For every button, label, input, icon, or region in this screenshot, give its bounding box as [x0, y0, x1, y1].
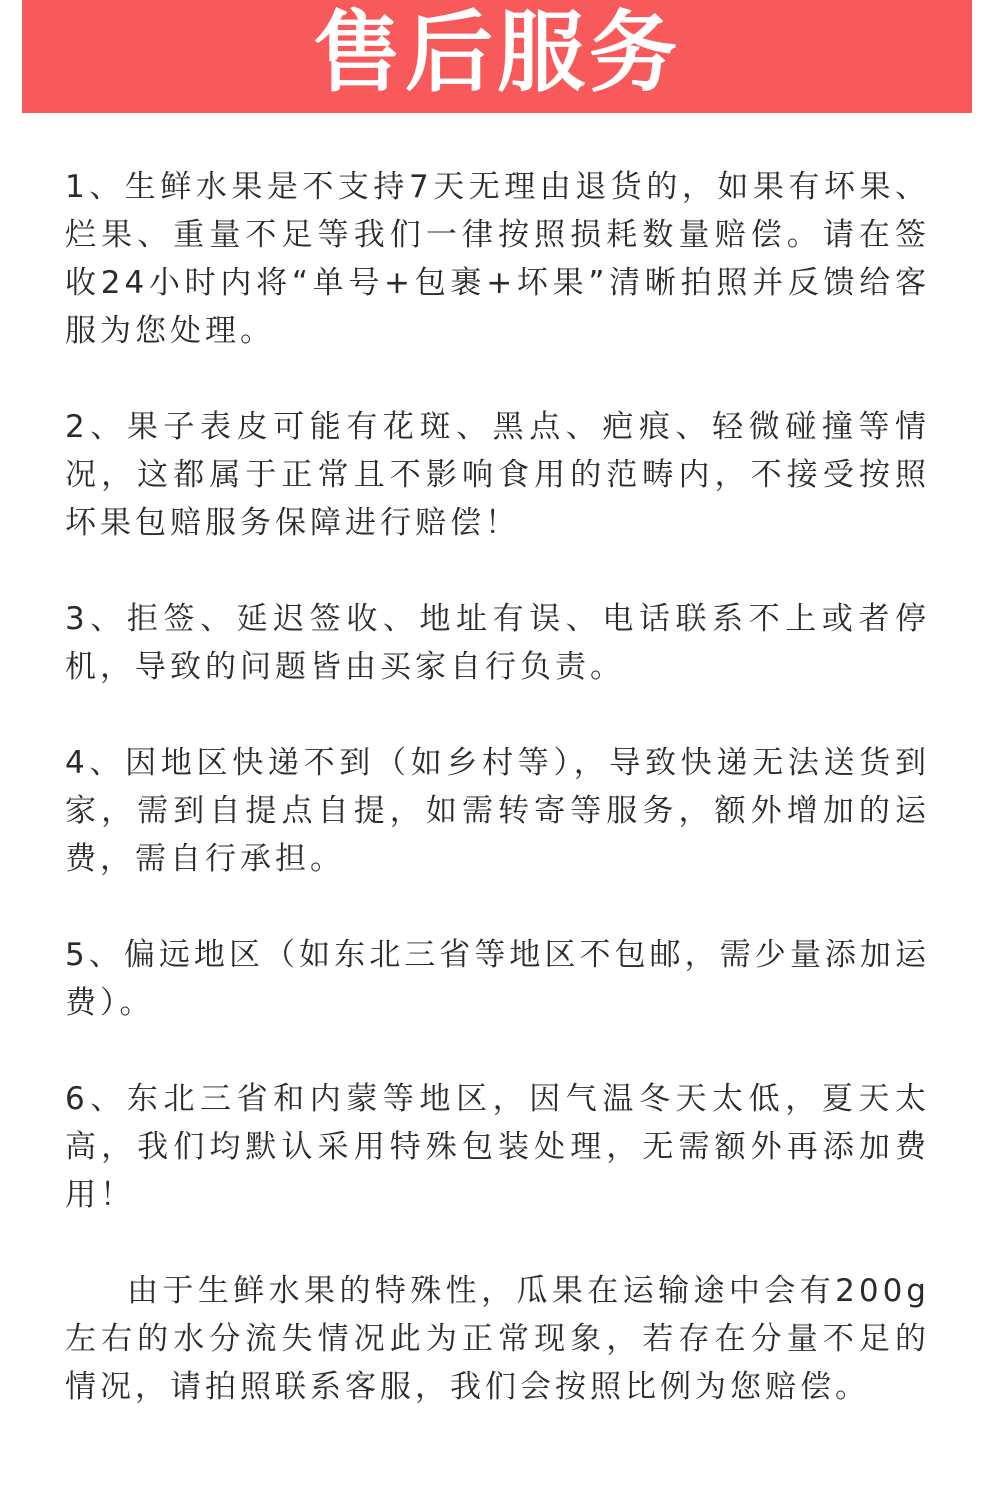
- policy-item-3: 3、拒签、延迟签收、地址有误、电话联系不上或者停机，导致的问题皆由买家自行负责。: [65, 601, 930, 685]
- policy-item-1: 1、生鲜水果是不支持7天无理由退货的，如果有坏果、烂果、重量不足等我们一律按照损耗数量赔偿。请在签收24小时内将“单号+包裹+坏果”清晰拍照并反馈给客服为您处理。: [65, 169, 930, 349]
- policy-content: [65, 163, 930, 1411]
- page-title: 售后服务: [312, 0, 681, 104]
- policy-item-4: 4、因地区快递不到（如乡村等），导致快递无法送货到家，需到自提点自提，如需转寄等服务，额外增加的运费，需自行承担。: [65, 745, 930, 877]
- policy-item-6: 6、东北三省和内蒙等地区，因气温冬天太低，夏天太高，我们均默认采用特殊包装处理，无需额外再添加费用！: [65, 1081, 930, 1213]
- policy-item-2: 2、果子表皮可能有花斑、黑点、疤痕、轻微碰撞等情况，这都属于正常且不影响食用的范畴内，不接受按照坏果包赔服务保障进行赔偿！: [65, 409, 930, 541]
- policy-note: 由于生鲜水果的特殊性，瓜果在运输途中会有200g左右的水分流失情况此为正常现象，若存在分量不足的情况，请拍照联系客服，我们会按照比例为您赔偿。: [65, 1273, 930, 1405]
- header-banner: [22, 0, 972, 113]
- policy-item-5: 5、偏远地区（如东北三省等地区不包邮，需少量添加运费）。: [65, 937, 930, 1021]
